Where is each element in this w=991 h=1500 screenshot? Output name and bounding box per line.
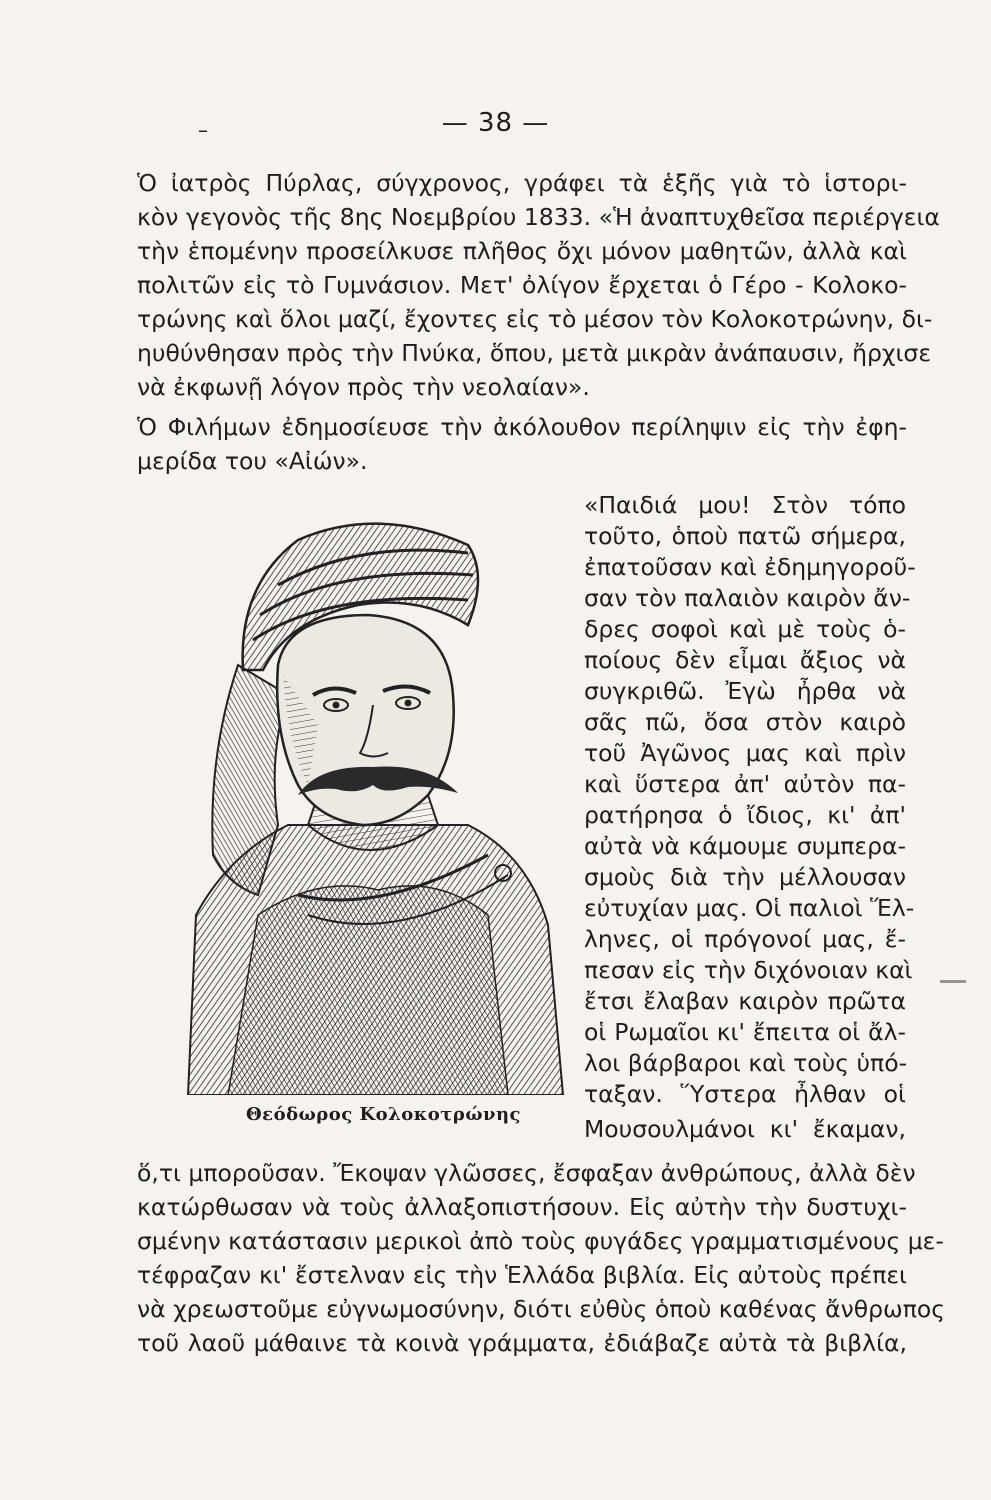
text-line: τέφραζαν κι' ἔστελναν εἰς τὴν Ἑλλάδα βιβλία. Εἰς αὐτοὺς πρέπει — [137, 1261, 907, 1289]
column-line: δρες σοφοὶ καὶ μὲ τοὺς ὁ- — [584, 615, 906, 643]
column-line: ποίους δὲν εἶμαι ἄξιος νὰ — [584, 646, 906, 674]
column-line: τοῦτο, ὁποὺ πατῶ σήμερα, — [584, 522, 906, 550]
page-number: — 38 — — [441, 108, 550, 138]
text-line: κὸν γεγονὸς τῆς 8ης Νοεμβρίου 1833. «Ἡ ἀναπτυχθεῖσα περιέργεια — [137, 203, 940, 231]
text-line: σμένην κατάστασιν μερικοὶ ἀπὸ τοὺς φυγάδες γραμματισμένους με- — [137, 1227, 944, 1255]
text-line: Ὁ ἰατρὸς Πύρλας, σύγχρονος, γράφει τὰ ἑξῆς γιὰ τὸ ἱστορι- — [137, 169, 907, 197]
column-line: σᾶς πῶ, ὅσα στὸν καιρὸ — [584, 708, 906, 736]
column-line: αὐτὰ νὰ κάμουμε συμπερα- — [584, 832, 906, 860]
column-line: οἱ Ρωμαῖοι κι' ἔπειτα οἱ ἄλ- — [584, 1018, 906, 1046]
column-line: λοι βάρβαροι καὶ τοὺς ὑπό- — [584, 1049, 908, 1077]
text-line: νὰ χρεωστοῦμε εὐγνωμοσύνην, διότι εὐθὺς ὁποὺ καθένας ἄνθρωπος — [137, 1295, 946, 1323]
column-line: ρατήρησα ὁ ἴδιος, κι' ἀπ' — [584, 801, 906, 829]
text-line: τὴν ἑπομένην προσείλκυσε πλῆθος ὄχι μόνον μαθητῶν, ἀλλὰ καὶ — [137, 237, 907, 265]
column-line: συγκριθῶ. Ἐγὼ ἦρθα νὰ — [584, 677, 906, 705]
column-line: τοῦ Ἀγῶνος μας καὶ πρὶν — [584, 739, 906, 767]
portrait-engraving — [168, 495, 568, 1095]
column-line: εὐτυχίαν μας. Οἱ παλιοὶ Ἕλ- — [584, 894, 915, 922]
text-line: τρώνης καὶ ὅλοι μαζί, ἔχοντες εἰς τὸ μέσον τὸν Κολοκοτρώνην, δι- — [137, 305, 933, 333]
text-line: ὅ,τι μποροῦσαν. Ἔκοψαν γλῶσσες, ἔσφαξαν ἀνθρώπους, ἀλλὰ δὲν — [137, 1159, 916, 1187]
text-line: κατώρθωσαν νὰ τοὺς ἀλλαξοπιστήσουν. Εἰς αὐτὴν τὴν δυστυχι- — [137, 1193, 907, 1221]
column-line: «Παιδιά μου! Στὸν τόπο — [584, 491, 906, 519]
portrait-caption: Θεόδωρος Κολοκοτρώνης — [246, 1104, 522, 1125]
corner-mark: – — [198, 118, 208, 142]
text-line: τοῦ λαοῦ μάθαινε τὰ κοινὰ γράμματα, ἐδιάβαζε αὐτὰ τὰ βιβλία, — [137, 1329, 907, 1357]
column-line: καὶ ὕστερα ἀπ' αὐτὸν πα- — [584, 770, 906, 798]
column-line: σαν τὸν παλαιὸν καιρὸν ἄν- — [584, 584, 911, 612]
column-line: ληνες, οἱ πρόγονοί μας, ἔ- — [584, 925, 906, 953]
column-line: ἐπατοῦσαν καὶ ἐδημηγοροῦ- — [584, 553, 916, 581]
text-line: πολιτῶν εἰς τὸ Γυμνάσιον. Μετ' ὀλίγον ἔρχεται ὁ Γέρο - Κολοκο- — [137, 271, 907, 299]
text-line: νὰ ἐκφωνῇ λόγον πρὸς τὴν νεολαίαν». — [137, 373, 590, 401]
column-line: ταξαν. Ὕστερα ἦλθαν οἱ — [584, 1080, 906, 1108]
text-line: μερίδα του «Αἰών». — [137, 447, 368, 475]
text-line: ηυθύνθησαν πρὸς τὴν Πνύκα, ὅπου, μετὰ μικρὰν ἀνάπαυσιν, ἤρχισε — [137, 339, 932, 367]
ink-smudge — [940, 980, 966, 983]
column-line: πεσαν εἰς τὴν διχόνοιαν καὶ — [584, 956, 913, 984]
column-line: Μουσουλμάνοι κι' ἔκαμαν, — [584, 1115, 906, 1143]
text-line: Ὁ Φιλήμων ἐδημοσίευσε τὴν ἀκόλουθον περίληψιν εἰς τὴν ἐφη- — [137, 413, 907, 441]
column-line: ἔτσι ἔλαβαν καιρὸν πρῶτα — [584, 987, 906, 1015]
column-line: σμοὺς διὰ τὴν μέλλουσαν — [584, 863, 906, 891]
